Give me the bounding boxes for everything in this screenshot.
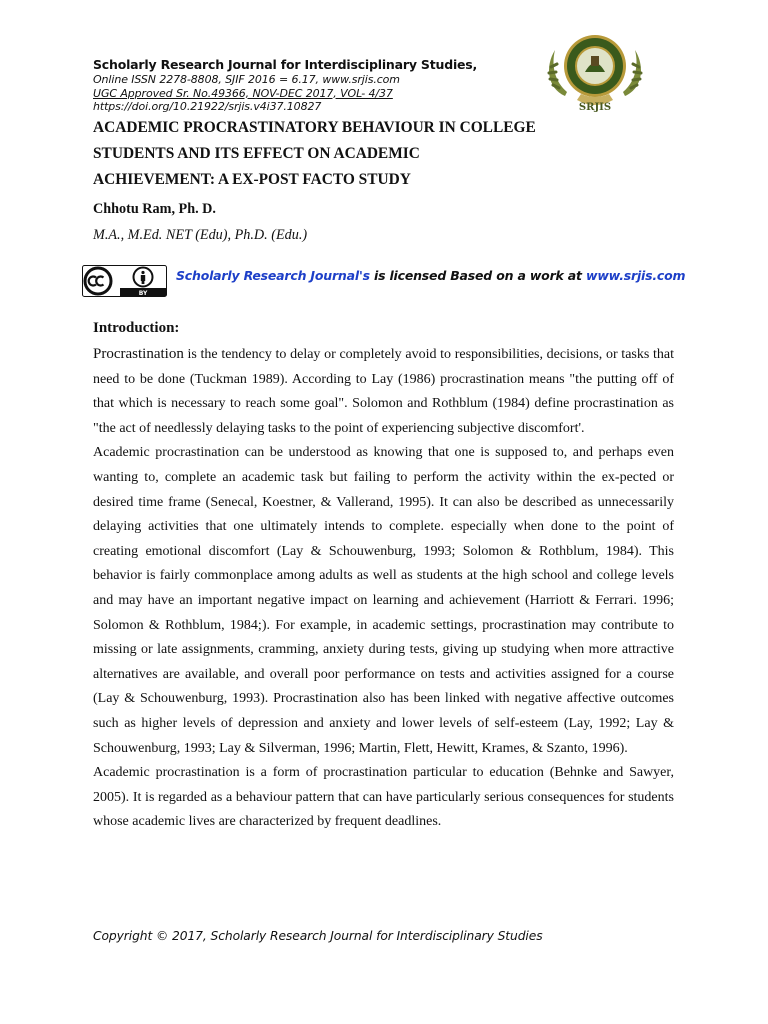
issn-line: Online ISSN 2278-8808, SJIF 2016 = 6.17, www.srjis.com — [93, 73, 400, 86]
paragraph-2: Academic procrastination can be understood as knowing that one is supposed to, and perhaps even wanting to, complete an academic task but failing to perform the activity within the ex-pected or desired time frame (Senecal, Koestner, & Vallerand, 1995). It can also be described as unnecessarily delaying activities that one ultimately intends to complete. especially when done to the point of creating emotional discomfort (Lay & Schouwenburg, 1993; Solomon & Rothblum, 1984). This behavior is fairly commonplace among adults as well as students at the high school and college levels and may have an important negative impact on learning and achievement (Harriott & Ferrari. 1996; Solomon & Rothblum, 1984;). For example, in academic settings, procrastination may contribute to missing or late assignments, cramming, anxiety during tests, giving up studying when more attractive alternatives are available, and overall poor performance on tests and activities assigned for a course (Lay & Schouwenburg, 1993). Procrastination also has been linked with negative affective outcomes such as higher levels of depression and anxiety and lower levels of self-esteem (Lay, 1992; Lay & Schouwenburg, 1993; Lay & Silverman, 1996; Martin, Flett, Hewitt, Krames, & Szanto, 1996). — [93, 445, 674, 756]
copyright-footer: Copyright © 2017, Scholarly Research Journal for Interdisciplinary Studies — [93, 929, 543, 943]
license-middle-text: is licensed Based on a work at — [369, 268, 586, 283]
cc-by-license-icon[interactable] — [82, 265, 167, 297]
section-heading: Introduction: — [93, 320, 180, 336]
paragraph-1-lead-word: Procrastination — [93, 346, 184, 362]
license-site-link[interactable]: www.srjis.com — [585, 268, 686, 283]
doi-link[interactable]: https://doi.org/10.21922/srjis.v4i37.10827 — [93, 100, 322, 113]
paragraph-1 — [93, 342, 674, 441]
title-line-1: ACADEMIC PROCRASTINATORY BEHAVIOUR IN COLLEGE — [93, 119, 536, 136]
author-name: Chhotu Ram, Ph. D. — [93, 201, 216, 217]
seal-text: SRJIS — [578, 102, 612, 113]
author-qualifications: M.A., M.Ed. NET (Edu), Ph.D. (Edu.) — [93, 227, 308, 243]
srjis-seal-logo — [537, 30, 653, 114]
paper-title — [93, 115, 673, 193]
title-line-3: ACHIEVEMENT: A EX-POST FACTO STUDY — [93, 171, 411, 188]
license-journal-name: Scholarly Research Journal's — [176, 268, 370, 283]
journal-header — [93, 57, 513, 114]
ugc-line: UGC Approved Sr. No.49366, NOV-DEC 2017, VOL- 4/37 — [93, 86, 393, 100]
journal-name: Scholarly Research Journal for Interdisciplinary Studies, — [93, 57, 478, 72]
body-text — [93, 342, 674, 835]
license-statement — [176, 268, 685, 283]
cc-by-label: BY — [138, 290, 148, 297]
title-line-2: STUDENTS AND ITS EFFECT ON ACADEMIC — [93, 145, 420, 162]
paragraph-3: Academic procrastination is a form of procrastination particular to education (Behnke and Sawyer, 2005). It is regarded as a behaviour pattern that can have particularly serious consequences for students whose academic lives are characterized by frequent deadlines. — [93, 765, 674, 830]
paragraph-1-text: is the tendency to delay or completely avoid to responsibilities, decisions, or tasks that need to be done (Tuckman 1989). According to Lay (1986) procrastination means "the putting off of that which is necessary to reach some goal". Solomon and Rothblum (1984) define procrastination as "the act of needlessly delaying tasks to the point of experiencing subjective discomfort'. — [93, 347, 674, 436]
